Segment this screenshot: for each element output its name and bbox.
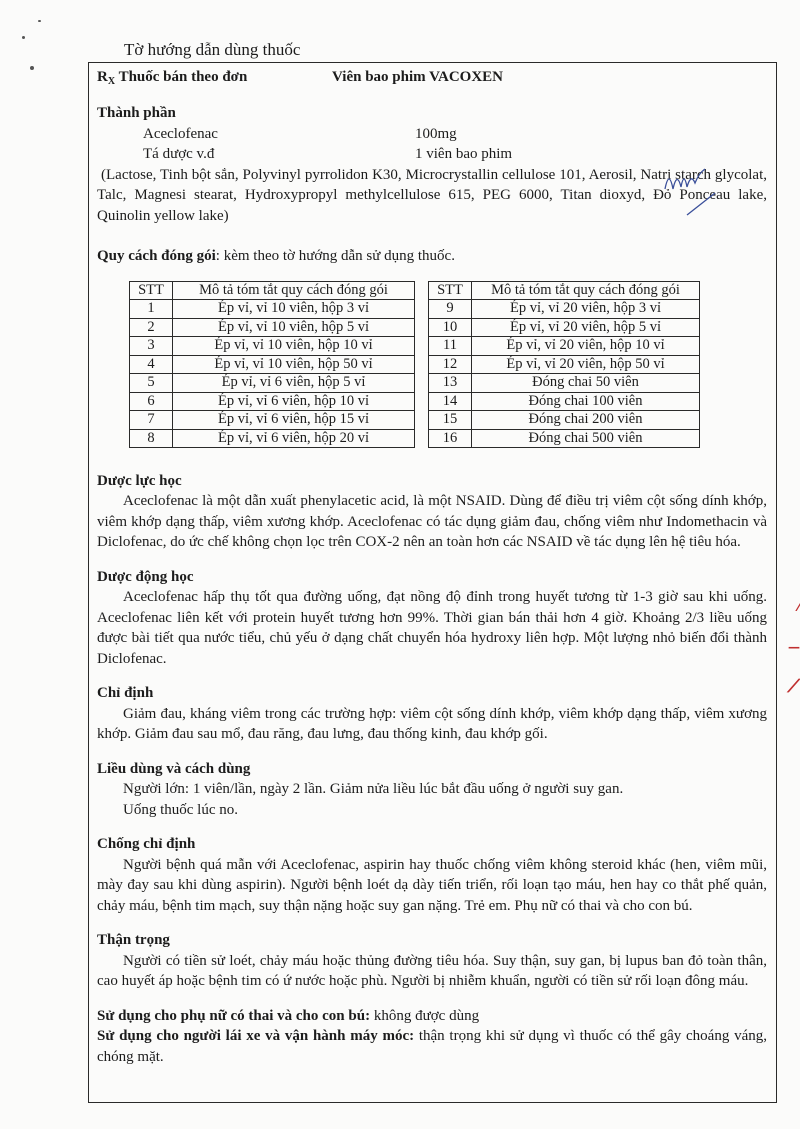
packaging-tables [97, 281, 767, 459]
table-row [130, 411, 415, 430]
column-header-stt: STT [130, 281, 173, 300]
driving-text: thận trọng khi sử dụng vì thuốc có thể gây choáng váng, chóng mặt. [97, 1028, 767, 1065]
cell-desc: Ép vỉ, vỉ 20 viên, hộp 5 vỉ [472, 318, 700, 337]
cell-stt: 11 [429, 337, 472, 356]
product-name: Viên bao phim VACOXEN [332, 69, 504, 85]
ingredient-amount: 100mg [415, 125, 457, 142]
pregnancy-label: Sử dụng cho phụ nữ có thai và cho con bú: [97, 1007, 371, 1024]
packaging-heading: Quy cách đóng gói [97, 248, 216, 264]
scan-speck [30, 66, 34, 70]
cell-desc: Đóng chai 500 viên [472, 429, 700, 448]
header-line [97, 67, 767, 89]
dosage-section [97, 759, 767, 821]
pregnancy-text: không được dùng [370, 1007, 480, 1024]
packaging-section [97, 246, 767, 459]
column-header-stt: STT [429, 281, 472, 300]
scan-speck [22, 36, 25, 39]
table-row [429, 411, 700, 430]
edge-scan-mark: — [788, 640, 800, 654]
cell-desc: Ép vỉ, vỉ 20 viên, hộp 50 vỉ [472, 355, 700, 374]
cell-stt: 6 [130, 392, 173, 411]
driving-note [97, 1026, 767, 1067]
ingredient-row [97, 124, 767, 145]
cell-stt: 2 [130, 318, 173, 337]
pharmacokinetics-heading: Dược động học [97, 568, 194, 585]
cell-desc: Ép vỉ, vỉ 20 viên, hộp 10 vỉ [472, 337, 700, 356]
ingredient-amount: 1 viên bao phim [415, 146, 513, 162]
cell-desc: Ép vỉ, vỉ 10 viên, hộp 10 vỉ [173, 337, 415, 356]
dosage-line-1: Người lớn: 1 viên/lần, ngày 2 lần. Giảm nửa liều lúc bắt đầu uống ở người suy gan. [123, 781, 624, 797]
cell-stt: 1 [130, 300, 173, 319]
cell-stt: 14 [429, 392, 472, 411]
rx-symbol: R [97, 69, 108, 85]
cell-desc: Ép vỉ, vỉ 10 viên, hộp 50 vỉ [173, 355, 415, 374]
contraindications-text: Người bệnh quá mẫn với Aceclofenac, aspirin hay thuốc chống viêm không steroid khác (hen, viêm mũi, mày đay sau khi dùng aspirin). Người bệnh loét dạ dày tiến triển, rối loạn tạo máu, hen hay co thắt phế quản, chảy máu, bệnh tim mạch, suy thận nặng hoặc suy gan nặng. Trẻ em. Phụ nữ có thai và cho con bú. [97, 856, 767, 914]
column-header-desc: Mô tả tóm tắt quy cách đóng gói [173, 281, 415, 300]
cell-desc: Ép vỉ, vỉ 10 viên, hộp 3 vỉ [173, 300, 415, 319]
cell-stt: 5 [130, 374, 173, 393]
ingredient-name: Aceclofenac [143, 125, 218, 142]
cell-stt: 12 [429, 355, 472, 374]
document-frame [88, 62, 777, 1103]
rx-subscript: X [107, 76, 116, 87]
cell-stt: 9 [429, 300, 472, 319]
cell-desc: Ép vỉ, vỉ 20 viên, hộp 3 vỉ [472, 300, 700, 319]
pharmacokinetics-text: Aceclofenac hấp thụ tốt qua đường uống, đạt nồng độ đỉnh trong huyết tương từ 1-3 giờ sau khi uống. Aceclofenac liên kết với protein huyết tương hơn 99%. Thời gian bán thải hơn 4 giờ. Khoảng 2/3 liều uống được bài tiết qua nước tiểu, chủ yếu ở dạng chất chuyển hóa hydroxy liên hợp. Một lượng nhỏ biến đổi thành Diclofenac. [97, 589, 767, 667]
table-row [429, 300, 700, 319]
precautions-heading: Thận trọng [97, 932, 170, 948]
excipient-list: (Lactose, Tinh bột sắn, Polyvinyl pyrrolidon K30, Microcrystallin cellulose 101, Aerosil, Natri starch glycolat, Talc, Magnesi stearat, Hydroxypropyl methylcellulose 615, PEG 6000, Titan dioxyd, Đỏ Ponceau lake, Quinolin yellow lake) [97, 166, 767, 224]
pregnancy-note [97, 1006, 767, 1027]
dosage-line-2: Uống thuốc lúc no. [123, 801, 238, 818]
indications-text: Giảm đau, kháng viêm trong các trường hợp: viêm cột sống dính khớp, viêm khớp dạng thấp, viêm xương khớp. Giảm đau sau mổ, đau răng, đau lưng, đau thống kinh, đau khớp gối. [97, 705, 767, 742]
scan-speck [38, 20, 41, 22]
table-row [429, 374, 700, 393]
pharmacodynamics-text: Aceclofenac là một dẫn xuất phenylacetic acid, là một NSAID. Dùng để điều trị viêm cột sống dính khớp, viêm khớp dạng thấp, viêm xương khớp. Aceclofenac có tác dụng giảm đau, chống viêm như Indomethacin và Diclofenac, do ức chế không chọn lọc trên COX-2 nên an toàn hơn các NSAID về tác dụng lên hệ tiêu hóa. [97, 493, 767, 550]
composition-heading: Thành phần [97, 105, 176, 121]
document-content [97, 63, 767, 1067]
table-row [130, 300, 415, 319]
cell-desc: Đóng chai 50 viên [472, 374, 700, 393]
cell-desc: Ép vỉ, vỉ 6 viên, hộp 20 vỉ [173, 429, 415, 448]
edge-scan-mark: ⁄ [797, 600, 800, 615]
driving-label: Sử dụng cho người lái xe và vận hành máy móc: [97, 1028, 415, 1044]
table-header-row [429, 281, 700, 300]
cell-stt: 3 [130, 337, 173, 356]
handwritten-signature [657, 159, 737, 219]
table-row [130, 374, 415, 393]
page-title: Tờ hướng dẫn dùng thuốc [124, 40, 301, 59]
precautions-text: Người có tiền sử loét, chảy máu hoặc thủng đường tiêu hóa. Suy thận, suy gan, bị lupus ban đỏ toàn thân, cao huyết áp hoặc bệnh tim có ứ nước hoặc phù. Người bị nhiễm khuẩn, người có tiền sử rối loạn đông máu. [97, 952, 767, 989]
table-row [429, 337, 700, 356]
indications-section [97, 683, 767, 745]
cell-desc: Đóng chai 100 viên [472, 392, 700, 411]
cell-desc: Ép vỉ, vỉ 10 viên, hộp 5 vỉ [173, 318, 415, 337]
cell-stt: 16 [429, 429, 472, 448]
table-row [130, 392, 415, 411]
table-row [130, 318, 415, 337]
cell-stt: 8 [130, 429, 173, 448]
rx-text: Thuốc bán theo đơn [118, 69, 248, 85]
table-row [429, 318, 700, 337]
packaging-text: : kèm theo tờ hướng dẫn sử dụng thuốc. [215, 248, 455, 264]
table-row [429, 429, 700, 448]
cell-stt: 13 [429, 374, 472, 393]
edge-scan-mark: ⟋ [787, 676, 800, 697]
table-row [130, 355, 415, 374]
cell-stt: 10 [429, 318, 472, 337]
precautions-section [97, 930, 767, 992]
pharmacodynamics-section [97, 471, 767, 553]
pharmacokinetics-section [97, 567, 767, 670]
ingredient-name: Tá dược v.đ [143, 146, 215, 162]
contraindications-section [97, 834, 767, 916]
indications-heading: Chỉ định [97, 685, 154, 701]
contraindications-heading: Chống chỉ định [97, 836, 196, 852]
cell-desc: Ép vỉ, vỉ 6 viên, hộp 15 vỉ [173, 411, 415, 430]
table-row [130, 337, 415, 356]
usage-notes-section [97, 1006, 767, 1068]
cell-desc: Ép vỉ, vỉ 6 viên, hộp 5 vỉ [173, 374, 415, 393]
cell-desc: Đóng chai 200 viên [472, 411, 700, 430]
column-header-desc: Mô tả tóm tắt quy cách đóng gói [472, 281, 700, 300]
table-row [130, 429, 415, 448]
packaging-table-left [129, 281, 415, 449]
cell-stt: 15 [429, 411, 472, 430]
dosage-heading: Liều dùng và cách dùng [97, 760, 251, 777]
table-row [429, 355, 700, 374]
rx-label [97, 67, 247, 90]
cell-stt: 4 [130, 355, 173, 374]
table-header-row [130, 281, 415, 300]
cell-stt: 7 [130, 411, 173, 430]
cell-desc: Ép vỉ, vỉ 6 viên, hộp 10 vỉ [173, 392, 415, 411]
packaging-table-right [428, 281, 700, 449]
pharmacodynamics-heading: Dược lực học [97, 472, 182, 489]
table-row [429, 392, 700, 411]
